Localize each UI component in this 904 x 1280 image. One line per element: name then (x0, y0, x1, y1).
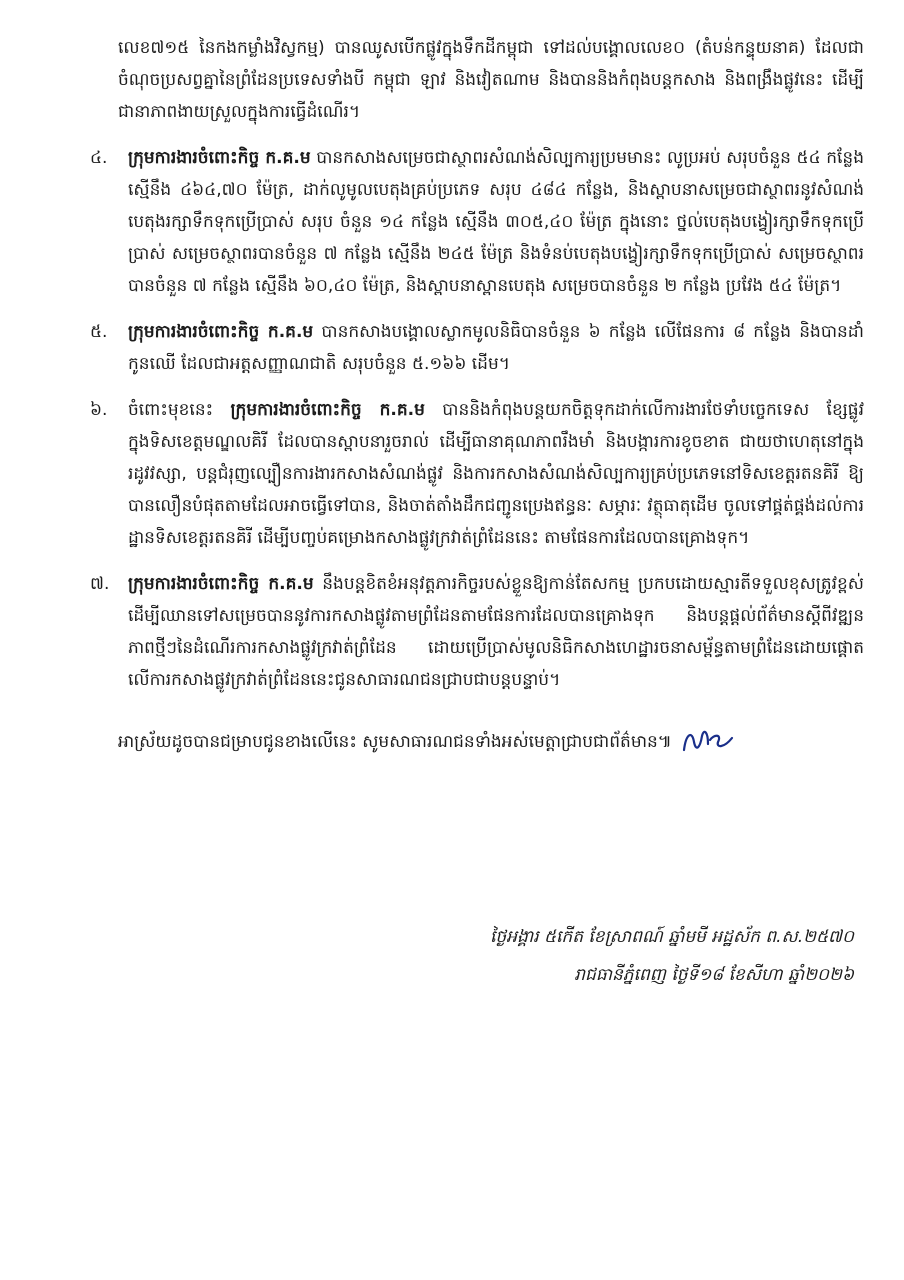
list-item (90, 568, 864, 696)
item-body: នឹងបន្តខិតខំអនុវត្តភារកិច្ចរបស់ខ្លួនឱ្យកាន់តែសកម្ម ប្រកបដោយស្មារតីទទួលខុសត្រូវខ្ពស់ ដើម្បីឈានទៅសម្រេចបាននូវការកសាងផ្លូវតាមព្រំដែនតាមផែនការដែលបានគ្រោងទុក និងបន្តផ្តល់ព័ត៌មានស្តីពីវឌ្ឍនភាពថ្មីៗនៃដំណើរការកសាងផ្លូវក្រវាត់ព្រំដែន ដោយប្រើប្រាស់មូលនិធិកសាងហេដ្ឋារចនាសម្ព័ន្ធតាមព្រំដែនដោយផ្តោតលើការកសាងផ្លូវក្រវាត់ព្រំដែននេះជូនសាធារណជនជ្រាបជាបន្តបន្ទាប់។ (128, 574, 864, 690)
item-text (128, 394, 864, 554)
item-body: បានកសាងបង្គោលស្លាកមូលនិធិបានចំនួន ៦ កន្លែង លើផែនការ ៨ កន្លែង និងបានដាំកូនឈើ ដែលជាអត្តសញ្ញាណជាតិ សរុបចំនួន ៥.១៦៦ ដើម។ (128, 322, 864, 374)
date-block (490, 918, 854, 994)
item-lead: ក្រុមការងារចំពោះកិច្ច ក.គ.ម (230, 400, 425, 420)
list-item (90, 142, 864, 302)
place-and-date: រាជធានីភ្នំពេញ ថ្ងៃទី១៨ ខែសីហា ឆ្នាំ២០២៦ (574, 965, 854, 985)
closing-statement: អាស្រ័យដូចបានជម្រាបជូនខាងលើនេះ សូមសាធារណជនទាំងអស់មេត្តាជ្រាបជាព័ត៌មាន៕ (118, 732, 672, 752)
item-number: ៦. (90, 400, 108, 420)
closing-row (118, 724, 864, 760)
item-number: ៤. (90, 148, 108, 168)
item-body: បានកសាងសម្រេចជាស្ថាពរសំណង់សិល្បការ្យប្រមមានះ លូប្រអប់ សរុបចំនួន ៥៤ កន្លែង ស្មើនឹង ៤៦៤,៧០ ម៉ែត្រ, ដាក់លូមូលបេតុងគ្រប់ប្រភេទ សរុប ៤៨៤ កន្លែង, និងស្ពាបនាសម្រេចជាស្ថាពរនូវសំណង់បេតុងរក្សាទឹកទុកប្រើប្រាស់ សរុប ចំនួន ១៤ កន្លែង ស្មើនឹង ៣០៥,៤០ ម៉ែត្រ ក្នុងនោះ ថ្នល់បេតុងបង្វៀរក្សាទឹកទុកប្រើប្រាស់ សម្រេចស្ថាពរបានចំនួន ៧ កន្លែង ស្មើនឹង ២៤៥ ម៉ែត្រ និងទំនប់បេតុងបង្វៀរក្សាទឹកទុកប្រើប្រាស់ សម្រេចស្ថាពរបានចំនួន ៧ កន្លែង ស្មើនឹង ៦០,៤០ ម៉ែត្រ, និងស្ពាបនាស្ពានបេតុង សម្រេចបានចំនួន ២ កន្លែង ប្រវែង ៥៤ ម៉ែត្រ។ (128, 148, 864, 296)
item-pre: ចំពោះមុខនេះ (128, 400, 231, 420)
lunar-date: ថ្ងៃអង្គារ ៥កើត ខែស្រាពណ៍ ឆ្នាំមមី អដ្ឋស័ក ព.ស.២៥៧០ (490, 927, 854, 947)
item-text (128, 316, 864, 380)
intro-paragraph: លេខ៧១៥ នៃកងកម្លាំងវិស្វកម្ម) បានឈូសបើកផ្លូវក្នុងទឹកដីកម្ពុជា ទៅដល់បង្គោលលេខ០ (តំបន់កន្ទុយនាគ) ដែលជាចំណុចប្រសព្វគ្នានៃព្រំដែនប្រទេសទាំងបី កម្ពុជា ឡាវ និងវៀតណាម និងបាននិងកំពុងបន្តកសាង និងពង្រឹងផ្លូវនេះ ដើម្បីជានាភាពងាយស្រួលក្នុងការធ្វើដំណើរ។ (118, 38, 864, 122)
item-number: ៥. (90, 322, 108, 342)
item-lead: ក្រុមការងារចំពោះកិច្ច ក.គ.ម (128, 148, 311, 168)
handwritten-initials (678, 724, 738, 760)
list-item (90, 316, 864, 380)
item-text (128, 568, 864, 696)
item-lead: ក្រុមការងារចំពោះកិច្ច ក.គ.ម (128, 322, 314, 342)
item-number: ៧. (90, 574, 110, 594)
item-lead: ក្រុមការងារចំពោះកិច្ច ក.គ.ម (128, 574, 314, 594)
list-item (90, 394, 864, 554)
item-body: បាននិងកំពុងបន្តយកចិត្តទុកដាក់លើការងារថែទាំបច្ចេកទេស ខ្សែផ្លូវក្នុងទិសខេត្តមណ្ឌលគិរី ដែលបានស្ពាបនារួចរាល់ ដើម្បីធានាគុណភាពរឹងមាំ និងបង្ការការខូចខាត ជាយថាហេតុនៅក្នុងរដូវវស្សា, បន្តជំរុញល្បឿនការងារកសាងសំណង់ផ្លូវ និងការកសាងសំណង់សិល្បការ្យគ្រប់ប្រភេទនៅទិសខេត្តរតនគិរី ឱ្យបានលឿនបំផុតតាមដែលអាចធ្វើទៅបាន, និងចាត់តាំងដឹកជញ្ជូនប្រេងឥន្ធនៈ សម្ភារៈ វត្ថុធាតុដើម ចូលទៅផ្គត់ផ្គង់ដល់ការដ្ឋានទិសខេត្តរតនគិរី ដើម្បីបញ្ចប់គម្រោងកសាងផ្លូវក្រវាត់ព្រំដែននេះ តាមផែនការដែលបានគ្រោងទុក។ (128, 400, 864, 548)
item-text (128, 142, 864, 302)
